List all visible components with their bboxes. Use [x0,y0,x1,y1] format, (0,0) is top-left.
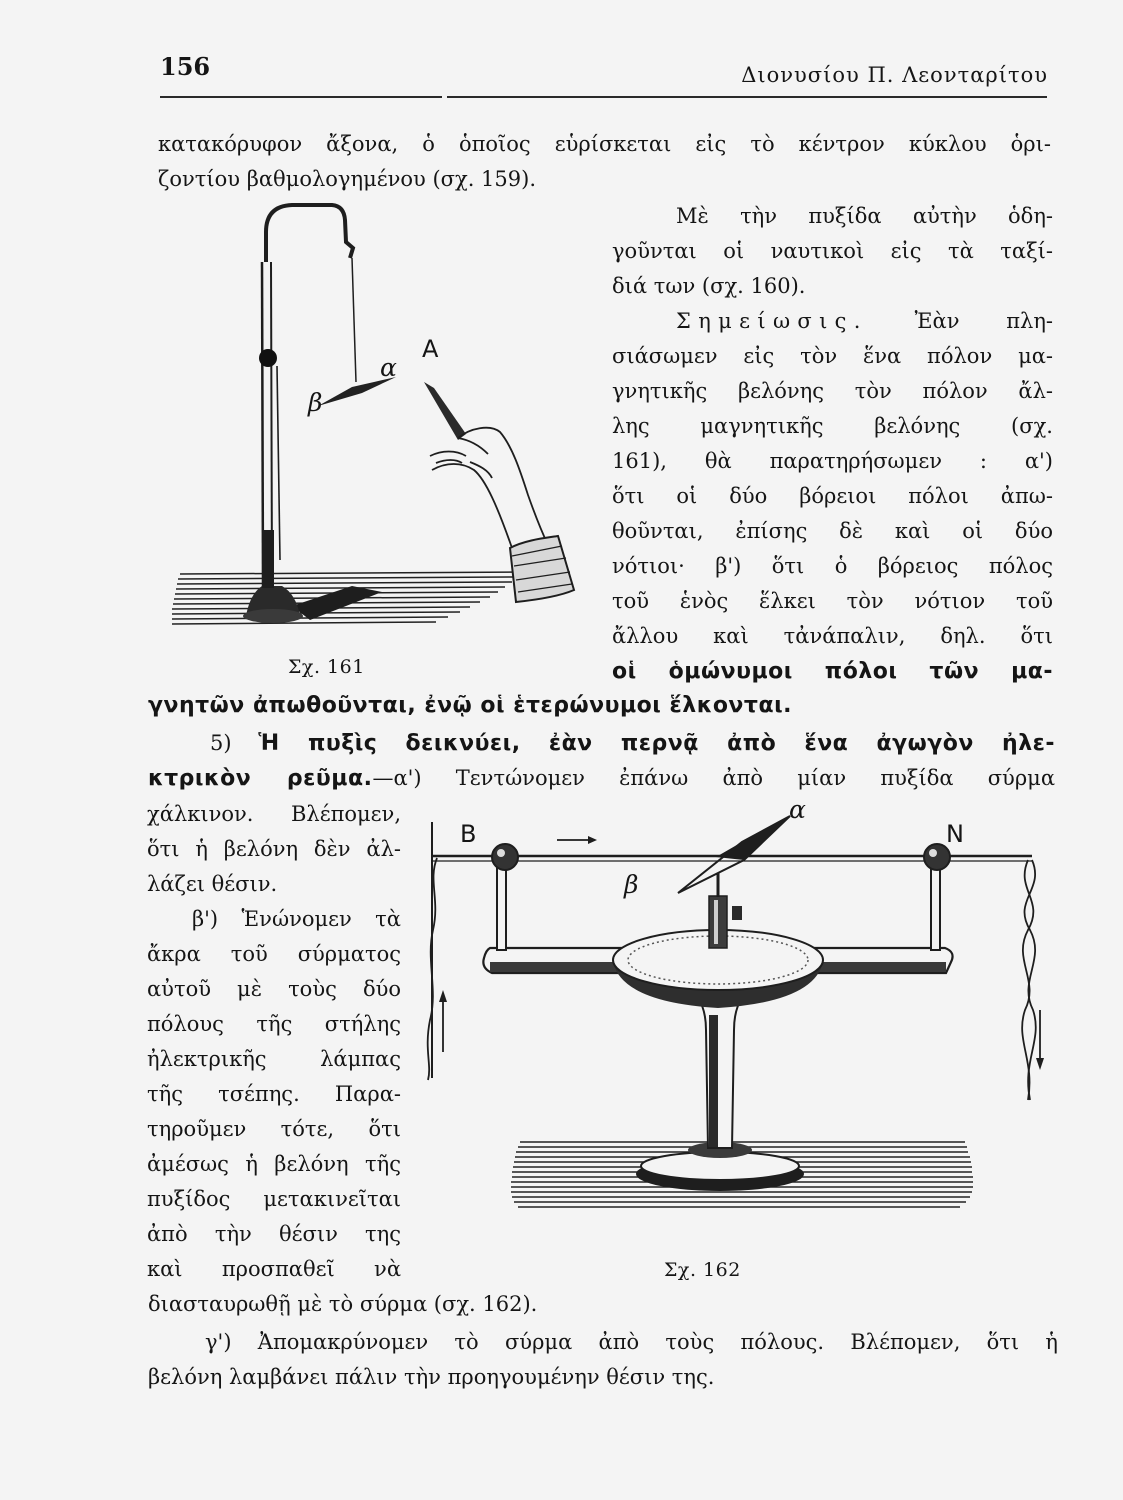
section-title-bold: κτρικὸν ρεῦμα. [148,766,373,791]
fig162-label-b: B [460,820,477,848]
rule-line-bold: γνητῶν ἀπωθοῦνται, ἐνῷ οἱ ἑτερώνυμοι ἕλκονται. [148,693,793,718]
text-line: σιάσωμεν εἰς τὸν ἕνα πόλον μα- [612,344,1053,368]
left-terminal-knob-highlight [497,849,505,857]
note-heading: Σημείωσις. [676,309,868,333]
text-line: διά των (σχ. 160). [612,274,806,298]
fig162-label-n: N [946,820,964,848]
pivot-screw [732,906,742,920]
text-line: ἀμέσως ἡ βελόνη τῆς [147,1152,401,1176]
text-line: ὅτι οἱ δύο βόρειοι πόλοι ἀπω- [612,484,1053,508]
figure-162-illustration [425,795,1055,1230]
compass-needle-north-half [716,816,790,860]
text-line: 161), θὰ παρατηρήσωμεν : α') [612,449,1053,473]
fig162-label-beta: β [624,870,639,899]
section-5-title-continued [148,761,1055,796]
intro-paragraph [158,127,1051,197]
text-line: Μὲ τὴν πυξίδα αὐτὴν ὁδη- [676,204,1053,228]
text-line: πόλους τῆς στήλης [147,1012,401,1036]
text-line: διασταυρωθῇ μὲ τὸ σύρμα (σχ. 162). [148,1292,538,1316]
pivot-housing-highlight [714,900,718,944]
text-line: ἀπὸ τὴν θέσιν της [147,1222,401,1246]
current-arrow-right [557,836,597,844]
hand-drawing [430,428,548,548]
stand-foot-rim [243,609,303,623]
fig161-label-alpha: α [380,353,397,382]
text-line: λης μαγνητικῆς βελόνης (σχ. [612,414,1053,438]
text-line: θοῦνται, ἐπίσης δὲ καὶ οἱ δύο [612,519,1053,543]
text-line: τηροῦμεν τότε, ὅτι [147,1117,401,1141]
current-arrow-down [1036,1010,1044,1070]
support-rod [277,366,280,560]
text-line: γ') Ἀπομακρύνομεν τὸ σύρμα ἀπὸ τοὺς πόλους. Βλέπομεν, ὅτι ἡ [205,1330,1058,1354]
text-line: ἄκρα τοῦ σύρματος [147,942,401,966]
stand-tube-lower [263,530,274,588]
section-5-title [148,726,1055,761]
text-line: ἠλεκτρικῆς λάμπας [147,1047,401,1071]
text-line: πυξίδος μετακινεῖται [147,1187,401,1211]
text-line: κατακόρυφον ἄξονα, ὁ ὁποῖος εὑρίσκεται εἰς τὸ κέντρον κύκλου ὁρι- [158,132,1051,156]
section-number: 5) [210,731,232,755]
right-terminal-knob-highlight [929,849,937,857]
text-line: λάζει θέσιν. [147,872,278,896]
right-column-text [612,199,1053,689]
left-post [497,868,506,950]
text-line: βελόνη λαμβάνει πάλιν τὴν προηγουμένην θέσιν της. [148,1365,715,1389]
fig161-label-a: A [422,335,439,363]
left-column-text [147,797,401,1287]
page-number: 156 [160,52,211,81]
text-line: αὐτοῦ μὲ τοὺς δύο [147,977,401,1001]
text-line: καὶ προσπαθεῖ νὰ [147,1257,401,1281]
text-line: ἄλλου καὶ τἀνάπαλιν, δηλ. ὅτι [612,624,1053,648]
running-head-author: Διονυσίου Π. Λεονταρίτου [741,63,1048,87]
text-line: ὅτι ἡ βελόνη δὲν ἀλ- [147,837,401,861]
text-line: τῆς τσέπης. Παρα- [147,1082,401,1106]
step-a-text: —α') Τεντώνομεν ἐπάνω ἀπὸ μίαν πυξίδα σύρμα [372,766,1055,790]
note-first-line [612,304,1053,339]
header-rule-right [447,96,1047,98]
rule-line-bold: οἱ ὁμώνυμοι πόλοι τῶν μα- [612,659,1053,684]
figure-161-illustration [165,190,565,650]
stand-column [698,998,742,1148]
note-first-line-text: Ἐὰν πλη- [914,309,1053,333]
fig162-label-alpha: α [789,795,806,824]
text-line: β') Ἑνώνομεν τὰ [192,907,401,931]
text-line: νότιοι· β') ὅτι ὁ βόρειος πόλος [612,554,1053,578]
text-line: ζοντίου βαθμολογημένου (σχ. 159). [158,167,536,191]
figure-162-caption: Σχ. 162 [664,1259,741,1281]
right-post [931,868,940,950]
section-title-bold: Ἡ πυξὶς δεικνύει, ἐὰν περνᾷ ἀπὸ ἕνα ἀγωγὸν ἠλε- [258,731,1055,756]
current-arrow-up [439,990,447,1052]
stand-column-shade [709,1015,718,1147]
fig161-label-beta: β [308,388,323,417]
suspension-wire [266,205,353,262]
figure-161-caption: Σχ. 161 [288,656,365,678]
text-line: γνητικῆς βελόνης τὸν πόλον ἄλ- [612,379,1053,403]
text-line: τοῦ ἑνὸς ἕλκει τὸν νότιον τοῦ [612,589,1053,613]
text-line: χάλκινον. Βλέπομεν, [147,802,401,826]
stand-knob [259,349,277,367]
hand-held-magnetic-needle [424,382,466,440]
header-rule-left [160,96,442,98]
text-line: γοῦνται οἱ ναυτικοὶ εἰς τὰ ταξί- [612,239,1053,263]
left-terminal-knob [492,844,518,870]
stand-tube-left-edge [262,262,263,588]
suspension-thread [352,258,356,382]
